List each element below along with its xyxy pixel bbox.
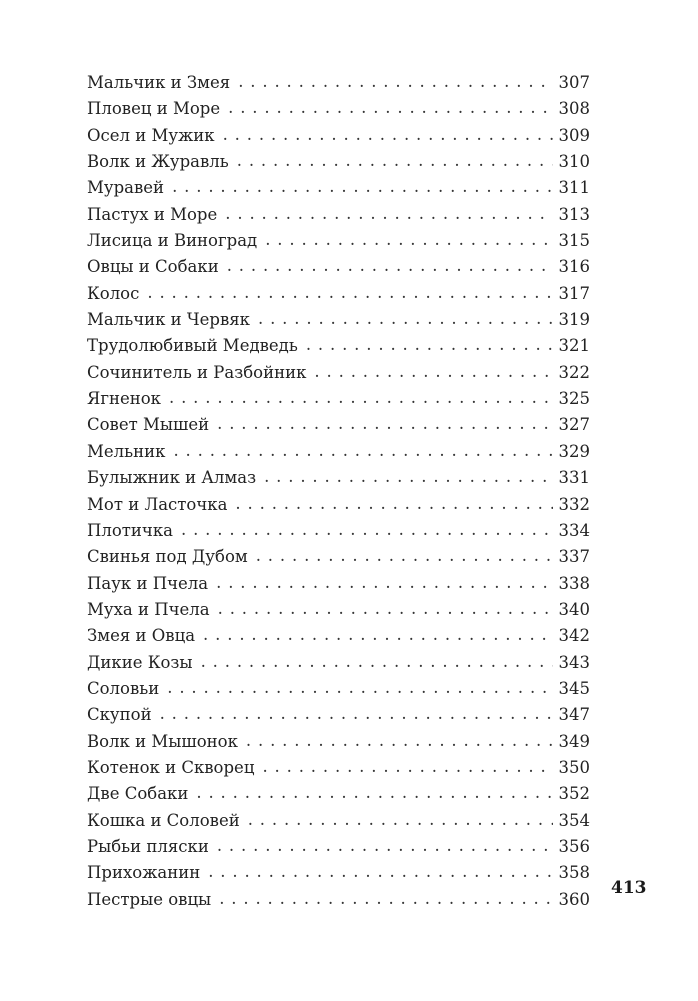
toc-entry-title: Булыжник и Алмаз — [87, 468, 257, 488]
dot-leader — [160, 701, 553, 727]
toc-entry-page: 309 — [558, 125, 590, 145]
toc-entry — [87, 228, 590, 254]
toc-entry — [87, 781, 590, 807]
toc-entry-title: Пастух и Море — [87, 204, 218, 224]
toc-entry-page: 354 — [558, 810, 590, 830]
dot-leader — [167, 675, 552, 701]
toc-entry-title: Овцы и Собаки — [87, 257, 219, 277]
toc-entry — [87, 676, 590, 702]
toc-entry — [87, 729, 590, 755]
dot-leader — [256, 543, 553, 569]
toc-entry-page: 337 — [558, 547, 590, 567]
toc-entry — [87, 149, 590, 175]
dot-leader — [238, 69, 552, 95]
toc-entry-title: Ягненок — [87, 389, 161, 409]
toc-entry-page: 313 — [558, 204, 590, 224]
toc-entry — [87, 254, 590, 280]
toc-entry-title: Скупой — [87, 705, 152, 725]
toc-entry — [87, 281, 590, 307]
toc-entry-page: 356 — [558, 836, 590, 856]
toc-entry — [87, 465, 590, 491]
dot-leader — [227, 253, 553, 279]
toc-entry-page: 342 — [558, 626, 590, 646]
dot-leader — [246, 728, 553, 754]
toc-entry-title: Соловьи — [87, 678, 160, 698]
toc-entry-title: Котенок и Скворец — [87, 757, 255, 777]
dot-leader — [228, 95, 552, 121]
toc-entry-page: 352 — [558, 784, 590, 804]
toc-entry-title: Свинья под Дубом — [87, 547, 248, 567]
toc-entry-title: Мальчик и Змея — [87, 73, 231, 92]
toc-entry — [87, 571, 590, 597]
toc-entry-title: Плотичка — [87, 520, 173, 540]
toc-entry-title: Две Собаки — [87, 784, 189, 804]
toc-entry-page: 325 — [558, 389, 590, 409]
toc-entry-title: Лисица и Виноград — [87, 231, 258, 251]
dot-leader — [196, 780, 552, 806]
toc-entry-page: 315 — [558, 231, 590, 251]
toc-entry-page: 332 — [558, 494, 590, 514]
toc-entry-page: 350 — [558, 757, 590, 777]
dot-leader — [216, 570, 552, 596]
toc-entry — [87, 650, 590, 676]
toc-entry — [87, 518, 590, 544]
toc-entry — [87, 307, 590, 333]
toc-entry — [87, 597, 590, 623]
dot-leader — [208, 859, 552, 885]
toc-entry-page: 316 — [558, 257, 590, 277]
toc-entry-title: Прихожанин — [87, 863, 201, 883]
toc-entry-title: Мальчик и Червяк — [87, 310, 250, 330]
toc-entry-page: 322 — [558, 362, 590, 382]
dot-leader — [169, 385, 553, 411]
toc-entry — [87, 70, 590, 96]
dot-leader — [223, 122, 553, 148]
toc-entry-title: Колос — [87, 283, 140, 303]
toc-entry — [87, 123, 590, 149]
toc-entry-page: 360 — [558, 889, 590, 909]
dot-leader — [314, 359, 552, 385]
dot-leader — [203, 622, 552, 648]
toc-entry-title: Муха и Пчела — [87, 599, 210, 619]
toc-entry-page: 338 — [558, 573, 590, 593]
toc-entry-title: Дикие Козы — [87, 652, 193, 672]
dot-leader — [225, 201, 552, 227]
dot-leader — [218, 596, 553, 622]
toc-entry-page: 317 — [558, 283, 590, 303]
toc-entry-page: 345 — [558, 678, 590, 698]
toc-entry — [87, 702, 590, 728]
page-number: 413 — [611, 878, 647, 898]
dot-leader — [265, 227, 552, 253]
toc-entry-page: 340 — [558, 599, 590, 619]
toc-entry-title: Сочинитель и Разбойник — [87, 362, 307, 382]
toc-entry — [87, 544, 590, 570]
toc-entry — [87, 755, 590, 781]
toc-entry-page: 329 — [558, 441, 590, 461]
toc-entry-page: 331 — [558, 468, 590, 488]
dot-leader — [181, 517, 553, 543]
toc-entry — [87, 623, 590, 649]
toc-entry — [87, 887, 590, 913]
dot-leader — [201, 649, 553, 675]
dot-leader — [217, 411, 552, 437]
toc-entry — [87, 202, 590, 228]
toc-entry — [87, 412, 590, 438]
dot-leader — [262, 754, 552, 780]
toc-entry-page: 310 — [558, 152, 590, 172]
toc-entry-title: Мельник — [87, 441, 166, 461]
toc-entry-title: Паук и Пчела — [87, 573, 209, 593]
toc-entry — [87, 386, 590, 412]
toc-entry-title: Трудолюбивый Медведь — [87, 336, 298, 356]
dot-leader — [258, 306, 553, 332]
toc-entry-page: 349 — [558, 731, 590, 751]
toc-entry-title: Совет Мышей — [87, 415, 210, 435]
toc-entry-title: Волк и Мышонок — [87, 731, 238, 751]
toc-entry — [87, 860, 590, 886]
toc-entry-title: Волк и Журавль — [87, 152, 229, 172]
toc-entry-page: 358 — [558, 863, 590, 883]
toc-entry — [87, 96, 590, 122]
toc-entry-title: Осел и Мужик — [87, 125, 215, 145]
toc-entry-page: 321 — [558, 336, 590, 356]
dot-leader — [147, 280, 552, 306]
toc-entry-page: 343 — [558, 652, 590, 672]
toc-entry — [87, 360, 590, 386]
toc-entry — [87, 492, 590, 518]
toc-entry — [87, 333, 590, 359]
toc-entry — [87, 175, 590, 201]
toc-entry — [87, 439, 590, 465]
dot-leader — [173, 438, 552, 464]
table-of-contents — [87, 70, 590, 913]
dot-leader — [172, 174, 552, 200]
toc-entry-page: 334 — [558, 520, 590, 540]
toc-entry-title: Мот и Ласточка — [87, 494, 228, 514]
toc-entry-page: 311 — [558, 178, 590, 198]
toc-entry-page: 327 — [558, 415, 590, 435]
dot-leader — [235, 491, 552, 517]
dot-leader — [237, 148, 553, 174]
dot-leader — [264, 464, 552, 490]
toc-entry — [87, 834, 590, 860]
dot-leader — [219, 886, 552, 912]
toc-entry — [87, 808, 590, 834]
dot-leader — [217, 833, 553, 859]
toc-entry-title: Кошка и Соловей — [87, 810, 240, 830]
toc-entry-title: Пестрые овцы — [87, 889, 212, 909]
toc-entry-title: Муравей — [87, 178, 165, 198]
toc-entry-page: 347 — [558, 705, 590, 725]
dot-leader — [248, 807, 553, 833]
toc-entry-page: 307 — [558, 73, 590, 92]
toc-entry-title: Рыбьи пляски — [87, 836, 209, 856]
dot-leader — [306, 332, 553, 358]
toc-entry-title: Змея и Овца — [87, 626, 196, 646]
toc-entry-page: 319 — [558, 310, 590, 330]
toc-entry-title: Пловец и Море — [87, 99, 221, 119]
toc-entry-page: 308 — [558, 99, 590, 119]
